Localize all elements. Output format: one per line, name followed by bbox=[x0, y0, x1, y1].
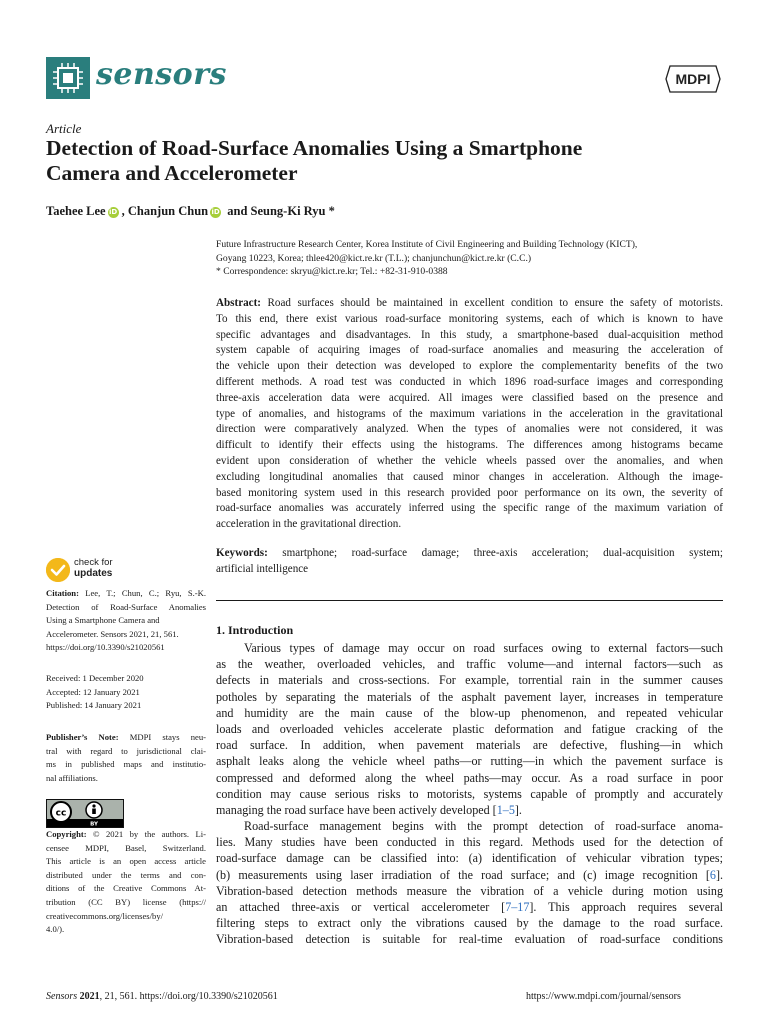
affiliation-line: Goyang 10223, Korea; thlee420@kict.re.kr (T.L.); chanjunchun@kict.re.kr (C.C.) bbox=[216, 252, 532, 264]
received-date: Received: 1 December 2020 bbox=[46, 673, 144, 683]
body-line: condition may cause serious risks to motorists, systems capable of promptly and accurately bbox=[216, 786, 723, 801]
article-title bbox=[46, 136, 736, 186]
section-divider bbox=[216, 600, 723, 601]
body-line: loads and overloaded vehicles accelerate plastic deformation and fatigue cracking of the bbox=[216, 721, 723, 736]
citation-link[interactable]: 1–5 bbox=[496, 802, 515, 817]
citation-block: Citation: Lee, T.; Chun, C.; Ryu, S.-K. Detection of Road-Surface Anomalies Using a Smartphone Camera and Accelerometer. Sensors 2021, 21, 561. https://doi.org/10.3390/s21020561 bbox=[46, 587, 206, 655]
abstract-line: direction were comparatively analyzed. When the types of anomalies were not considered, it was bbox=[216, 423, 723, 436]
abstract bbox=[216, 296, 723, 533]
body-line: an attached three-axis or vertical accelerometer [7–17]. This approach requires several bbox=[216, 900, 723, 914]
published-date: Published: 14 January 2021 bbox=[46, 700, 142, 711]
abstract-label: Abstract: bbox=[216, 297, 261, 309]
publisher-note: Publisher’s Note: MDPI stays neu- tral with regard to jurisdictional clai- ms in published maps and institutio- nal affiliations. bbox=[46, 732, 206, 783]
body-line: potholes by separating the materials of the asphalt pavement layer, increases in temperature bbox=[216, 689, 723, 704]
abstract-line: To this end, there exist various road-surface monitoring systems, each of which is known to have bbox=[216, 312, 723, 325]
author-name[interactable]: Taehee Lee bbox=[46, 204, 106, 218]
abstract-line: acceleration in the gravitational direction. bbox=[216, 518, 402, 531]
dates-block bbox=[46, 672, 206, 713]
author-name[interactable]: Chanjun Chun bbox=[127, 204, 209, 218]
abstract-line: based monitoring system used in this research provided poor performance on its own, the severity of bbox=[216, 486, 723, 499]
keywords-line: artificial intelligence bbox=[216, 562, 309, 575]
body-line: Vibration-based detection is suitable for real-time evaluation of road-surface conditions bbox=[216, 932, 723, 947]
body-text bbox=[216, 640, 723, 948]
body-line: asphalt leaks along the vehicle wheel paths—or rutting—in which the pavement surface is bbox=[216, 754, 723, 769]
copyright-block: Copyright: © 2021 by the authors. Li- censee MDPI, Basel, Switzerland. This article is an open access article distributed under the terms and con- ditions of the Creative Commons At- tribution (CC BY) license (https:// creativecommons.org/licenses/by/ 4.0/). bbox=[46, 829, 206, 935]
title-line: Detection of Road-Surface Anomalies Using a Smartphone bbox=[46, 136, 583, 160]
footer-citation: Sensors 2021, 21, 561. https://doi.org/10.3390/s21020561 bbox=[46, 991, 278, 1002]
check-for-updates-button[interactable] bbox=[46, 556, 166, 584]
keywords bbox=[216, 546, 723, 578]
citation-link[interactable]: 7–17 bbox=[505, 900, 530, 914]
author-name[interactable]: Seung-Ki Ryu * bbox=[250, 204, 335, 218]
body-line: as the weather, overloaded vehicles, and traffic volume—and internal factors—such as bbox=[216, 657, 723, 672]
by-text: BY bbox=[90, 821, 98, 827]
affiliations bbox=[216, 238, 726, 279]
check-icon bbox=[46, 558, 70, 582]
accepted-date: Accepted: 12 January 2021 bbox=[46, 686, 140, 697]
body-line: lies. Many studies have been conducted in this regard. Methods used for the detection of bbox=[216, 835, 723, 850]
person-icon bbox=[92, 809, 96, 815]
body-line: and humidity are the main cause of the blow-up phenomenon, and repeated vehicular bbox=[216, 705, 723, 720]
article-type: Article bbox=[46, 121, 82, 136]
abstract-line: excluding longitudinal anomalies that caused minor changes in acceleration. Although the image- bbox=[216, 470, 723, 483]
author-list: Taehee Lee iD , Chanjun Chun iD and Seung-Ki Ryu * bbox=[46, 204, 335, 218]
affiliation-line: Future Infrastructure Research Center, Korea Institute of Civil Engineering and Building Technology (KICT), bbox=[216, 239, 638, 250]
abstract-line: Abstract: Road surfaces should be maintained in excellent condition to ensure the safety of motorists. bbox=[216, 297, 723, 309]
publisher-logo bbox=[664, 62, 722, 96]
keywords-line: Keywords: smartphone; road-surface damage; three-axis acceleration; dual-acquisition system; bbox=[216, 547, 723, 559]
journal-name: sensors bbox=[96, 57, 227, 92]
body-line: road surface. In addition, when pavement materials are defective, flushing—in which bbox=[216, 738, 723, 753]
publisher-note-label: Publisher’s Note: bbox=[46, 732, 119, 742]
body-line: Road-surface management begins with the prompt detection of road-surface anoma- bbox=[244, 819, 723, 834]
body-line: filtering steps to extract only the vibrations caused by the damage to the road surface. bbox=[216, 916, 723, 931]
body-line: managing the road surface have been actively developed [1–5]. bbox=[216, 802, 522, 817]
keywords-label: Keywords: bbox=[216, 547, 268, 559]
cc-by-license-badge[interactable] bbox=[46, 799, 124, 828]
abstract-line: difficult to identify their effects using the histograms. The differences among histograms became bbox=[216, 439, 723, 452]
body-line: compressed and deformed along the wheel paths—may occur. As a road surface in poor bbox=[216, 770, 723, 785]
abstract-line: evident upon consideration of whether the vehicle wheels passed over the anomalies, and when bbox=[216, 454, 723, 467]
citation-label: Citation: bbox=[46, 588, 79, 598]
body-line: Various types of damage may occur on road surfaces owing to external factors—such bbox=[244, 641, 723, 655]
body-line: Vibration-based detection methods measure the vibration of a vehicle during motion using bbox=[216, 883, 723, 898]
abstract-line: specific advantages and disadvantages. In this study, a smartphone-based dual-acquisition method bbox=[216, 328, 723, 341]
body-line: road-surface damage can be classified into: (a) identification of vehicular vibration types; bbox=[216, 851, 723, 866]
title-line: Camera and Accelerometer bbox=[46, 161, 298, 185]
correspondence-line: * Correspondence: skryu@kict.re.kr; Tel.: +82-31-910-0388 bbox=[216, 266, 448, 278]
section-heading: 1. Introduction bbox=[216, 623, 294, 637]
publisher-text: MDPI bbox=[675, 71, 711, 87]
doi-link[interactable]: https://doi.org/10.3390/s21020561 bbox=[46, 642, 165, 653]
abstract-line: road-surface anomalies was accurately inferred using the specific range of the maximum variation of bbox=[216, 502, 723, 515]
abstract-line: different methods. A road test was conducted in which 1896 road-surface images and corresponding bbox=[216, 375, 723, 388]
journal-logo bbox=[46, 57, 90, 99]
check-updates-text: check for updates bbox=[74, 557, 113, 579]
orcid-icon[interactable]: iD bbox=[109, 208, 118, 216]
abstract-line: type of anomalies, and histograms of the maximum variations in the acceleration in the gravitational bbox=[216, 407, 723, 420]
cc-icon: cc bbox=[55, 808, 67, 819]
footer-journal-url[interactable]: https://www.mdpi.com/journal/sensors bbox=[526, 991, 681, 1002]
orcid-icon[interactable]: iD bbox=[211, 208, 220, 216]
abstract-line: three-axis acceleration data were acquired. All images were classified based on the presence and bbox=[216, 391, 723, 404]
citation-link[interactable]: 6 bbox=[709, 867, 716, 882]
license-link[interactable]: creativecommons.org/licenses/by/ bbox=[46, 910, 164, 921]
abstract-line: system capable of acquiring images of road-surface anomalies and measuring the acceleration of bbox=[216, 344, 723, 357]
body-line: (b) measurements using laser irradiation of the road surface; and (c) image recognition [6]. bbox=[216, 867, 723, 882]
copyright-label: Copyright: bbox=[46, 829, 87, 839]
body-line: defects in materials and cross-sections. For example, torrential rain in the summer causes bbox=[216, 673, 723, 688]
abstract-line: the vehicle upon their detection was developed to explore the complementarity benefits of the two bbox=[216, 360, 723, 373]
